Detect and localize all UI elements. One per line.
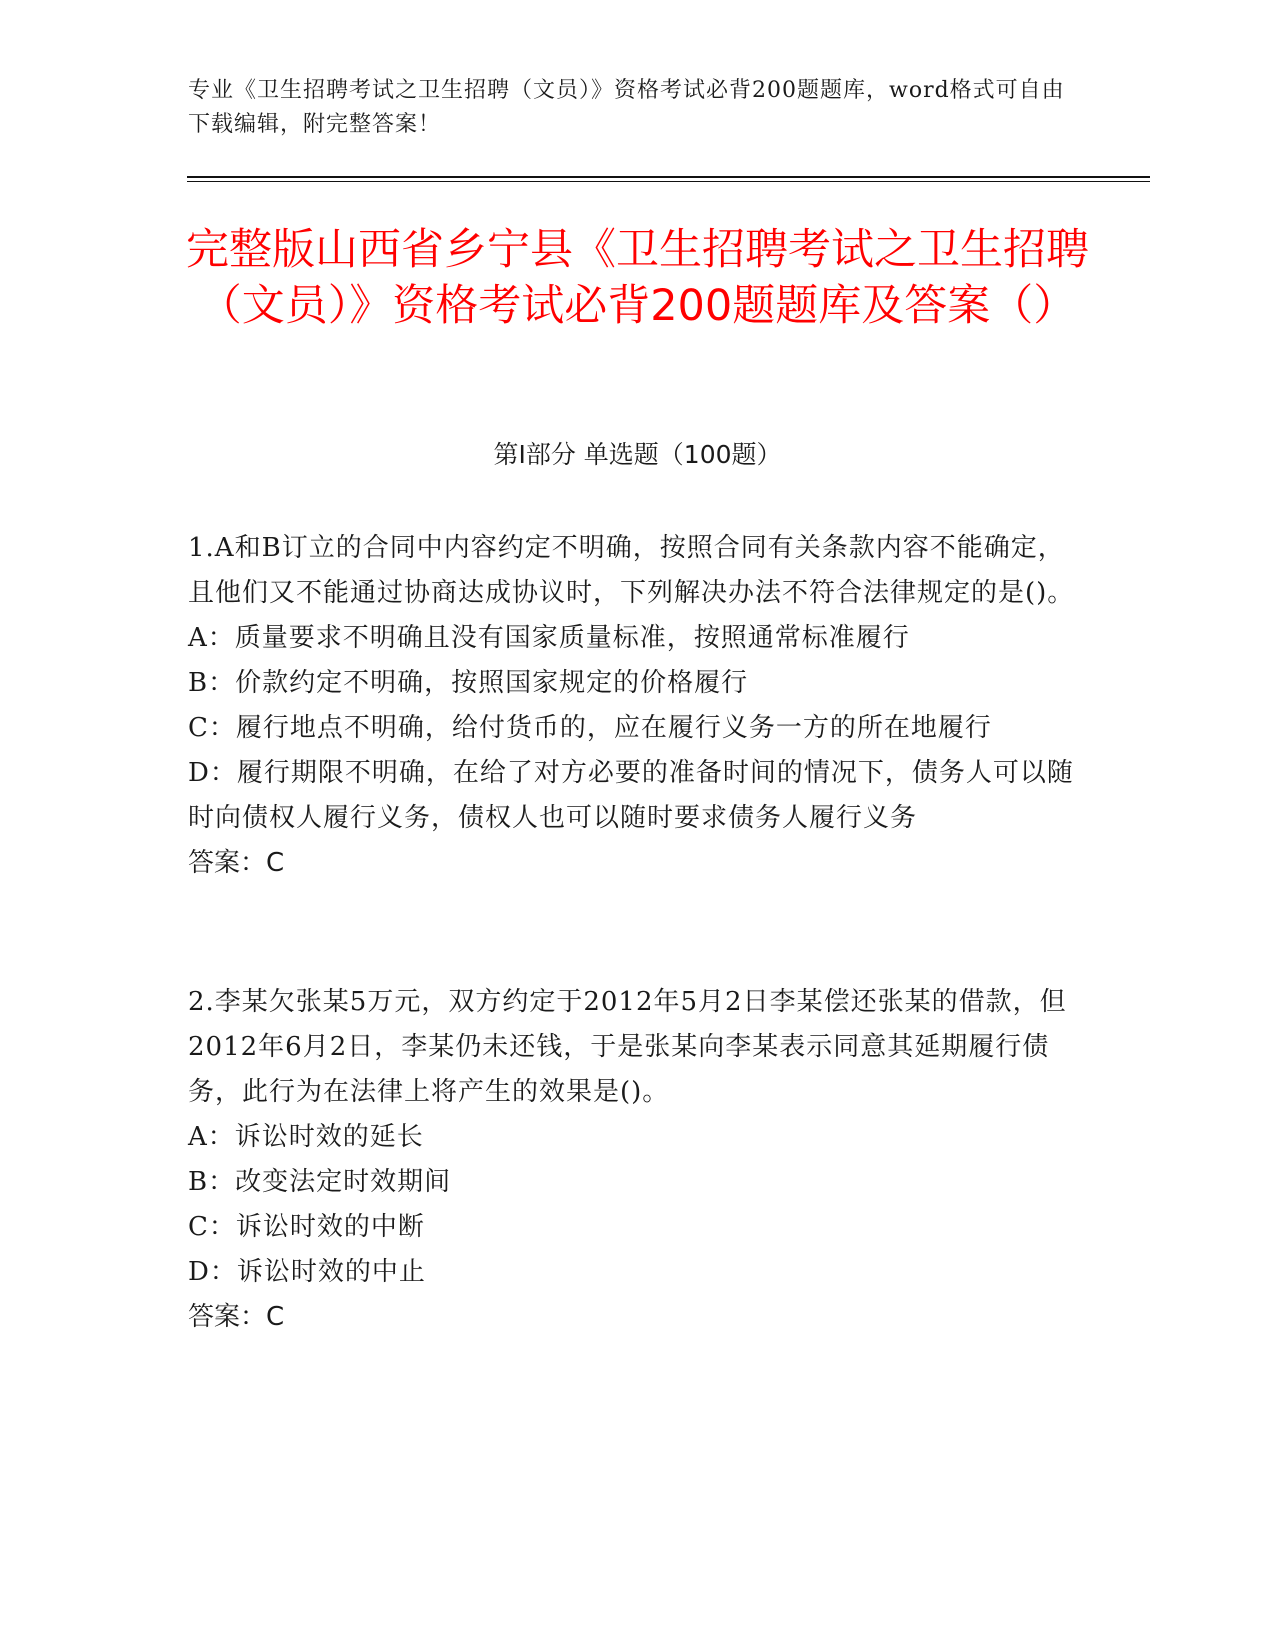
question-stem: 2.李某欠张某5万元，双方约定于2012年5月2日李某偿还张某的借款，但2012年6月2日，李某仍未还钱，于是张某向李某表示同意其延期履行债务，此行为在法律上将产生的效果是()。: [188, 987, 1067, 1107]
option-d: D：诉讼时效的中止: [188, 1257, 426, 1287]
question-1: [188, 526, 1088, 886]
section-title: 第Ⅰ部分 单选题（100题）: [493, 440, 782, 469]
option-b: B：价款约定不明确，按照国家规定的价格履行: [188, 668, 749, 698]
header-note: 专业《卫生招聘考试之卫生招聘（文员）》资格考试必背200题题库，word格式可自由下载编辑，附完整答案！: [188, 78, 1065, 137]
header-rule-bottom: [187, 181, 1150, 182]
option-c: C：诉讼时效的中断: [188, 1212, 425, 1242]
option-b: B：改变法定时效期间: [188, 1167, 452, 1197]
question-2: [188, 980, 1088, 1340]
header-rule-top: [187, 176, 1150, 178]
question-stem: 1.A和B订立的合同中内容约定不明确，按照合同有关条款内容不能确定，且他们又不能通过协商达成协议时，下列解决办法不符合法律规定的是()。: [188, 533, 1075, 608]
document-title: 完整版山西省乡宁县《卫生招聘考试之卫生招聘（文员）》资格考试必背200题题库及答案（）: [186, 225, 1089, 331]
option-a: A：诉讼时效的延长: [188, 1122, 424, 1152]
answer: 答案：C: [188, 848, 285, 878]
answer: 答案：C: [188, 1302, 285, 1332]
option-d: D：履行期限不明确，在给了对方必要的准备时间的情况下，债务人可以随时向债权人履行义务，债权人也可以随时要求债务人履行义务: [188, 758, 1074, 833]
option-c: C：履行地点不明确，给付货币的，应在履行义务一方的所在地履行: [188, 713, 992, 743]
option-a: A：质量要求不明确且没有国家质量标准，按照通常标准履行: [188, 623, 910, 653]
